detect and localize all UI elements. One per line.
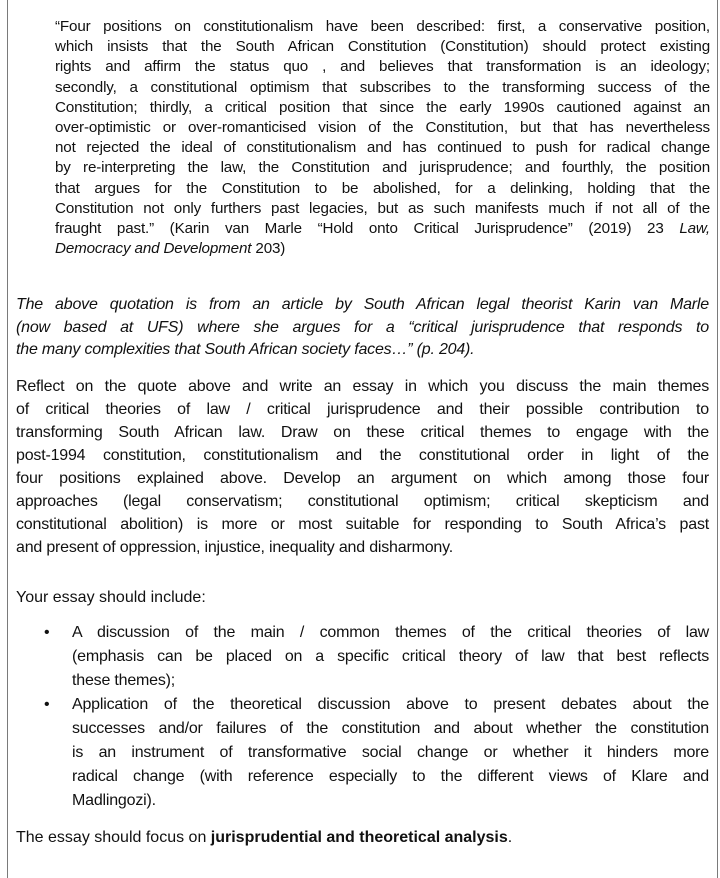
- text-line: [72, 789, 709, 813]
- text-line: [55, 158, 710, 178]
- text-segment: Application of the theoretical discussion above to present debates about the: [72, 696, 709, 713]
- block-quotation: [55, 17, 710, 259]
- list-item-text: [72, 693, 709, 813]
- text-line: [16, 317, 709, 340]
- page-border-right: [717, 0, 718, 878]
- text-line: [55, 239, 710, 259]
- text-line: [55, 17, 710, 37]
- text-line: [72, 741, 709, 765]
- text-line: [72, 669, 709, 693]
- text-segment: transforming South African law. Draw on these critical themes to engage with the: [16, 424, 709, 441]
- text-segment: Your essay should include:: [16, 589, 206, 606]
- list-item: [44, 621, 709, 693]
- text-segment: is an instrument of transformative social change or whether it hinders more: [72, 744, 709, 761]
- text-segment: by re-interpreting the law, the Constitution and jurisprudence; and fourthly, the position: [55, 159, 710, 177]
- list-item-text: [72, 621, 709, 693]
- text-segment: constitutional abolition) is more or most suitable for responding to South Africa’s past: [16, 516, 709, 533]
- text-segment: radical change (with reference especially to the different views of Klare and: [72, 768, 709, 785]
- text-line: [16, 513, 709, 536]
- text-segment: “Four positions on constitutionalism have been described: first, a conservative position,: [55, 18, 710, 35]
- text-line: [16, 467, 709, 490]
- text-line: [16, 536, 709, 559]
- text-segment: not rejected the ideal of constitutionalism and has continued to push for radical change: [55, 139, 710, 157]
- text-segment: secondly, a constitutional optimism that subscribes to the transforming success of the: [55, 78, 710, 96]
- text-line: [55, 57, 710, 77]
- text-line: [16, 826, 512, 849]
- text-segment: .: [507, 829, 513, 846]
- text-line: [72, 765, 709, 789]
- text-line: [55, 118, 710, 138]
- text-line: [72, 717, 709, 741]
- text-line: [16, 490, 709, 513]
- text-line: [55, 78, 710, 98]
- text-line: [16, 375, 709, 398]
- text-segment: the many complexities that South African society faces…” (p. 204).: [16, 341, 475, 359]
- essay-focus-statement: [16, 826, 512, 849]
- text-line: [55, 37, 710, 57]
- text-line: [16, 444, 709, 467]
- text-line: [55, 199, 710, 219]
- text-segment: over-optimistic or over-romanticised vision of the Constitution, but that has nevertheless: [55, 119, 710, 137]
- quotation-context-paragraph: [16, 294, 709, 362]
- text-line: [16, 421, 709, 444]
- essay-include-heading: [16, 586, 206, 609]
- text-line: [72, 693, 709, 717]
- text-line: [16, 339, 709, 362]
- bullet-icon: •: [44, 624, 50, 641]
- text-segment: rights and affirm the status quo , and believes that transformation is an ideology;: [55, 58, 710, 76]
- text-line: [16, 294, 709, 317]
- text-segment: fraught past.” (Karin van Marle “Hold onto Critical Jurisprudence” (2019) 23: [55, 220, 680, 238]
- italic-text: Democracy and Development: [55, 240, 252, 258]
- text-segment: which insists that the South African Constitution (Constitution) should protect existing: [55, 38, 710, 56]
- text-segment: The essay should focus on: [16, 829, 211, 846]
- text-line: [72, 621, 709, 645]
- text-segment: (emphasis can be placed on a specific critical theory of law that best reflects: [72, 648, 709, 665]
- text-segment: Constitution not only furthers past legacies, but as such manifests much if not all of the: [55, 199, 710, 217]
- text-segment: A discussion of the main / common themes of the critical theories of law: [72, 624, 709, 641]
- text-segment: and present of oppression, injustice, inequality and disharmony.: [16, 539, 453, 556]
- text-segment: (now based at UFS) where she argues for a “critical jurisprudence that responds to: [16, 318, 709, 336]
- text-line: [55, 98, 710, 118]
- text-line: [55, 219, 710, 239]
- text-segment: approaches (legal conservatism; constitutional optimism; critical skepticism and: [16, 493, 709, 510]
- text-segment: these themes);: [72, 672, 176, 689]
- italic-text: Law,: [679, 220, 710, 238]
- text-segment: The above quotation is from an article by South African legal theorist Karin van Marle: [16, 296, 709, 313]
- text-segment: Madlingozi).: [72, 792, 156, 809]
- bullet-icon: •: [44, 696, 50, 713]
- text-segment: that argues for the Constitution to be abolished, for a delinking, holding that the: [55, 179, 710, 197]
- text-segment: of critical theories of law / critical jurisprudence and their possible contribution to: [16, 401, 709, 418]
- essay-requirements-list: [44, 621, 709, 813]
- text-segment: Reflect on the quote above and write an essay in which you discuss the main themes: [16, 378, 709, 395]
- text-line: [72, 645, 709, 669]
- list-item: [44, 693, 709, 813]
- text-segment: Constitution; thirdly, a critical position that since the early 1990s cautioned against an: [55, 98, 710, 116]
- text-line: [16, 398, 709, 421]
- text-segment: 203): [251, 240, 286, 258]
- text-line: [55, 138, 710, 158]
- text-segment: four positions explained above. Develop an argument on which among those four: [16, 470, 709, 487]
- text-line: [55, 179, 710, 199]
- essay-instructions-paragraph: [16, 375, 709, 559]
- text-segment: post-1994 constitution, constitutionalism and the constitutional order in light of the: [16, 447, 709, 464]
- text-line: [16, 586, 206, 609]
- text-segment: successes and/or failures of the constitution and about whether the constitution: [72, 720, 709, 737]
- page-border-left: [7, 0, 8, 878]
- bold-text: jurisprudential and theoretical analysis: [210, 829, 508, 846]
